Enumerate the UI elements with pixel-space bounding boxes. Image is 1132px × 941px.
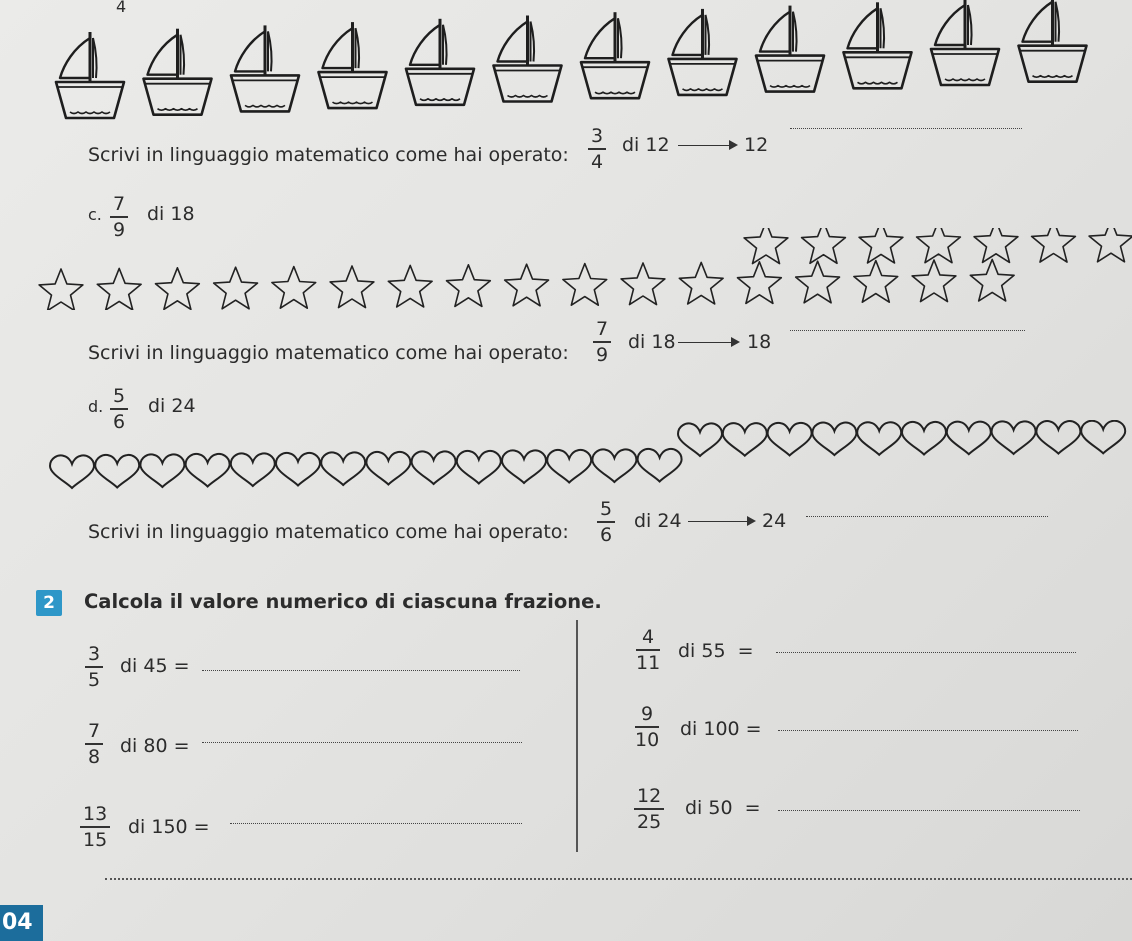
heart-icon <box>1081 421 1125 454</box>
star-icon <box>39 269 83 310</box>
ex2-expr-1: di 45 = <box>120 655 190 677</box>
answer-line-b[interactable] <box>790 128 1022 129</box>
fraction-b <box>588 127 606 172</box>
heart-icon <box>902 422 946 455</box>
heart-icon <box>321 452 365 485</box>
ex2-fraction-1-denominator: 5 <box>88 669 101 691</box>
write-prompt-d: Scrivi in linguaggio matematico come hai operato: <box>88 521 569 543</box>
ex2-fraction-4 <box>636 628 660 673</box>
ex2-fraction-1 <box>85 645 103 690</box>
heart-icon <box>547 450 591 483</box>
column-divider <box>576 620 578 852</box>
heart-icon <box>366 452 410 485</box>
heart-icon <box>768 423 812 456</box>
fraction-b-numerator: 3 <box>591 125 604 147</box>
star-icon <box>912 260 956 302</box>
sailboat-icon <box>56 32 124 118</box>
sailboat-icon <box>1019 0 1087 82</box>
ex2-expr-2: di 80 = <box>120 735 190 757</box>
item-letter-c: c. <box>88 205 102 224</box>
heart-icon <box>812 423 856 456</box>
ex2-fraction-5-numerator: 9 <box>641 703 654 725</box>
ex2-fraction-6-numerator: 12 <box>637 785 662 807</box>
bottom-dotted-rule <box>105 878 1132 880</box>
ex2-fraction-3-numerator: 13 <box>83 803 108 825</box>
ex2-answer-2[interactable] <box>202 742 522 743</box>
fraction-d-numerator: 5 <box>113 385 126 407</box>
ex2-fraction-5-denominator: 10 <box>635 729 660 751</box>
ex2-fraction-6-denominator: 25 <box>637 811 662 833</box>
star-icon <box>272 267 316 309</box>
result-c: 18 <box>747 331 772 353</box>
star-icon <box>156 268 200 310</box>
fraction-b-denominator: 4 <box>591 151 604 173</box>
heart-icon <box>592 449 636 482</box>
result-b: 12 <box>744 134 769 156</box>
ex2-expr-5: di 100 = <box>680 718 762 740</box>
arrow-d <box>688 521 754 522</box>
star-icon <box>802 228 846 263</box>
star-icon <box>974 228 1018 262</box>
write-prompt-b: Scrivi in linguaggio matematico come hai operato: <box>88 144 569 166</box>
fraction-c-denominator: 9 <box>113 219 126 241</box>
ex2-fraction-4-denominator: 11 <box>636 652 661 674</box>
star-icon <box>447 265 491 307</box>
fraction-d-written-denominator: 6 <box>600 524 613 546</box>
star-icon <box>388 265 432 307</box>
sailboat-icon <box>319 22 387 108</box>
star-icon <box>679 262 723 304</box>
ex2-answer-4[interactable] <box>776 652 1076 653</box>
ex2-answer-6[interactable] <box>778 810 1080 811</box>
sailboat-icon <box>844 2 912 88</box>
star-icon <box>744 228 788 264</box>
ex2-fraction-2 <box>85 722 103 767</box>
star-icon <box>796 261 840 303</box>
ex2-fraction-6 <box>634 787 664 832</box>
fraction-c-written-denominator: 9 <box>596 344 609 366</box>
ex2-fraction-5 <box>635 705 659 750</box>
heart-icon <box>231 453 275 486</box>
ex2-answer-1[interactable] <box>202 670 520 671</box>
star-icon <box>621 263 665 305</box>
sailboat-icon <box>931 0 999 85</box>
ex2-expr-3: di 150 = <box>128 816 210 838</box>
of-number-d: di 24 <box>148 395 196 417</box>
star-icon <box>859 228 903 263</box>
ex2-answer-3[interactable] <box>230 823 522 824</box>
sailboat-icon <box>494 16 562 102</box>
ex2-fraction-4-numerator: 4 <box>642 626 655 648</box>
heart-icon <box>638 449 682 482</box>
arrow-c <box>678 342 738 343</box>
heart-icon <box>678 423 722 456</box>
arrow-b <box>678 145 736 146</box>
fraction-c-numerator: 7 <box>113 193 126 215</box>
star-row <box>0 228 1132 310</box>
of-number-d-written: di 24 <box>634 510 682 532</box>
star-icon <box>97 268 141 310</box>
star-icon <box>854 261 898 303</box>
sailboat-icon <box>756 6 824 92</box>
sailboat-icon <box>231 25 299 111</box>
star-icon <box>563 264 607 306</box>
item-letter-d: d. <box>88 397 104 416</box>
heart-icon <box>857 422 901 455</box>
of-number-b: di 12 <box>622 134 670 156</box>
star-icon <box>505 264 549 306</box>
fraction-c-written <box>593 320 611 365</box>
fraction-d-denominator: 6 <box>113 411 126 433</box>
heart-icon <box>140 454 184 487</box>
heart-icon <box>947 422 991 455</box>
ex2-fraction-2-denominator: 8 <box>88 746 101 768</box>
heart-icon <box>457 451 501 484</box>
sailboat-icon <box>144 29 212 115</box>
fraction-d-written-numerator: 5 <box>600 498 613 520</box>
answer-line-c[interactable] <box>790 330 1025 331</box>
heart-icon <box>992 421 1036 454</box>
heart-icon <box>276 453 320 486</box>
fraction-d-written <box>597 500 615 545</box>
ex2-fraction-3-denominator: 15 <box>83 829 108 851</box>
ex2-expr-6: di 50 = <box>685 797 761 819</box>
exercise-title: Calcola il valore numerico di ciascuna frazione. <box>84 590 602 613</box>
sailboat-icon <box>581 12 649 98</box>
heart-icon <box>50 455 94 488</box>
fraction-c-written-numerator: 7 <box>596 318 609 340</box>
star-icon <box>1089 228 1132 262</box>
of-number-c: di 18 <box>147 203 195 225</box>
of-number-c-written: di 18 <box>628 331 676 353</box>
heart-row <box>0 420 1132 492</box>
sailboat-icon <box>406 19 474 105</box>
star-icon <box>917 228 961 263</box>
write-prompt-c: Scrivi in linguaggio matematico come hai operato: <box>88 342 569 364</box>
ex2-fraction-1-numerator: 3 <box>88 643 101 665</box>
sailboat-icon <box>669 9 737 95</box>
heart-icon <box>412 451 456 484</box>
ex2-answer-5[interactable] <box>778 730 1078 731</box>
star-icon <box>214 267 258 309</box>
ex2-expr-4: di 55 = <box>678 640 754 662</box>
heart-icon <box>1036 421 1080 454</box>
ex2-fraction-3 <box>80 805 110 850</box>
star-icon <box>970 259 1014 301</box>
result-d: 24 <box>762 510 787 532</box>
top-page-number: 4 <box>116 0 127 16</box>
star-icon <box>1032 228 1076 262</box>
ex2-fraction-2-numerator: 7 <box>88 720 101 742</box>
heart-icon <box>95 455 139 488</box>
answer-line-d[interactable] <box>806 516 1048 517</box>
exercise-number-badge: 2 <box>36 590 62 616</box>
star-icon <box>738 262 782 304</box>
heart-icon <box>723 423 767 456</box>
star-icon <box>330 266 374 308</box>
page-number: 04 <box>0 905 43 941</box>
heart-icon <box>186 454 230 487</box>
heart-icon <box>502 450 546 483</box>
sailboat-row <box>0 0 1132 128</box>
